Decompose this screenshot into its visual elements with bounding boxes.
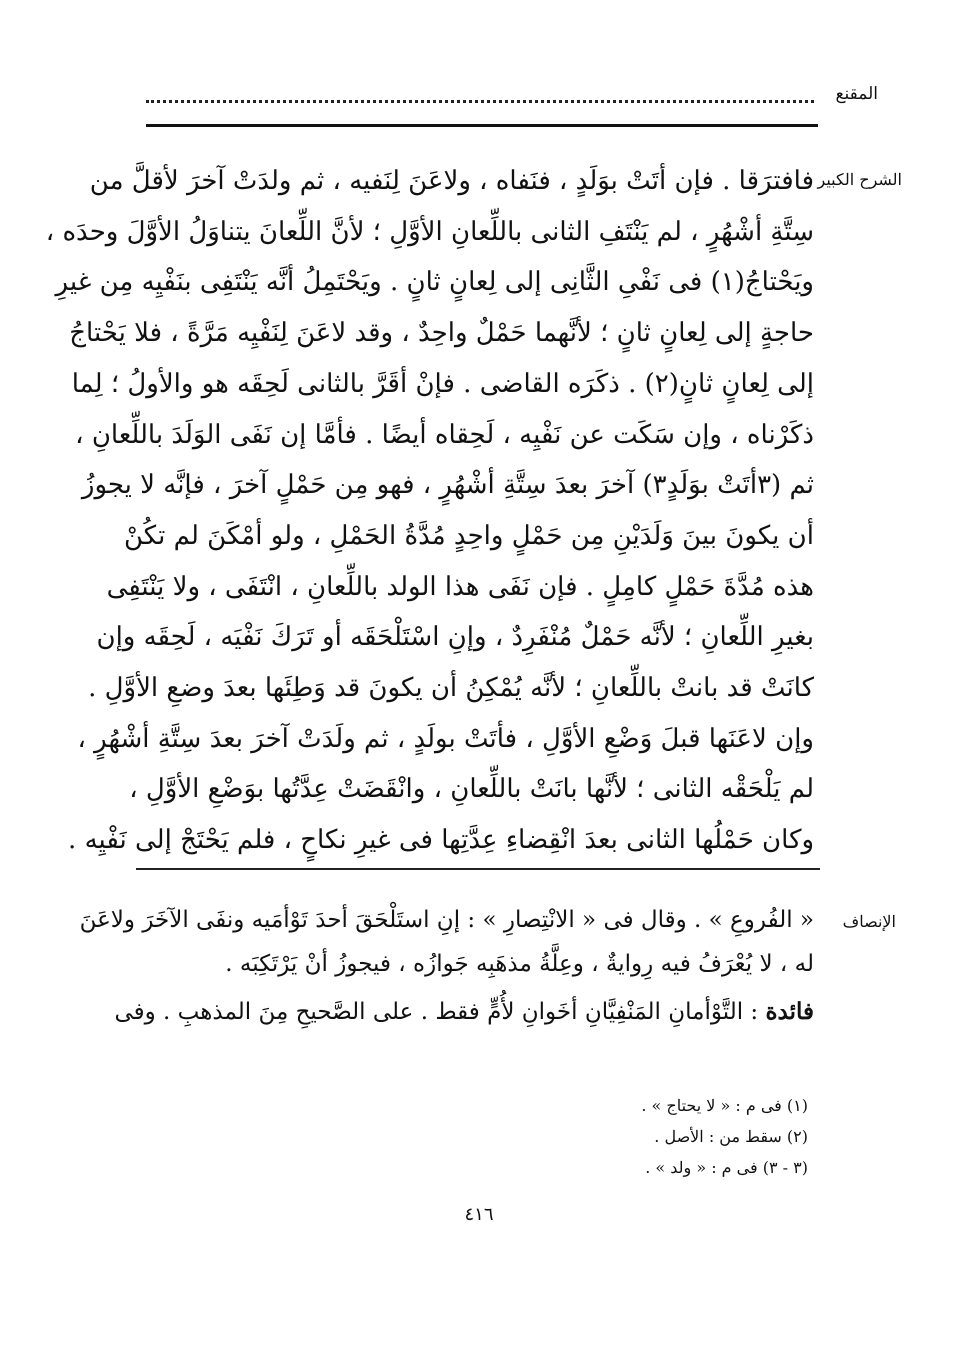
sharh-line: حاجةٍ إلى لِعانٍ ثانٍ ؛ لأنَّهما حَمْلٌ واحِدٌ ، وقد لاعَنَ لِنَفْيِه مَرَّةً ، فلا يَحْتاجُ (69, 318, 814, 349)
sharh-line: فافترَقا . فإن أتَتْ بوَلَدٍ ، فنَفاه ، ولاعَنَ لِنَفيه ، ثم ولدَتْ آخرَ لأقلَّ من (89, 166, 814, 196)
running-title: المقنع (835, 84, 878, 104)
sharh-line: ثم (٣أتَتْ بوَلَدٍ٣) آخرَ بعدَ سِتَّةِ أشْهُرٍ ، فهو مِن حَمْلٍ آخرَ ، فإنَّه لا يجوزُ (81, 470, 814, 501)
sharh-line: وكان حَمْلُها الثانى بعدَ انْقِضاءِ عِدَّتِها فى غيرِ نكاحٍ ، فلم يَحْتَجْ إلى نَفْيِه . (68, 825, 814, 856)
sharh-line: إلى لِعانٍ ثانٍ(٢) . ذكَرَه القاضى . فإنْ أقَرَّ بالثانى لَحِقَه هو والأولُ ؛ لِما (71, 368, 814, 399)
footnote: (٣ - ٣) فى م : « ولد » . (645, 1158, 808, 1177)
footnotes (641, 1090, 808, 1183)
sharh-line: سِتَّةِ أشْهُرٍ ، لم يَنْتَفِ الثانى باللِّعانِ الأوَّلِ ؛ لأنَّ اللِّعانَ يتناوَلُ الأوَّلَ وحدَه ، (45, 216, 814, 247)
sharh-line: كانَتْ قد بانتْ باللِّعانِ ؛ لأنَّه يُمْكِنُ أن يكونَ قد وَطِئَها بعدَ وضعِ الأوَّلِ . (88, 673, 814, 704)
footnote: (٢) سقط من : الأصل . (654, 1127, 808, 1146)
insaf-text-block (79, 898, 814, 1034)
sharh-line: بغيرِ اللِّعانِ ؛ لأنَّه حَمْلٌ مُنْفَرِدٌ ، وإنِ اسْتَلْحَقَه أو تَرَكَ نَفْيَه ، لَحِقَه وإن (96, 622, 814, 653)
section-divider-rule (136, 868, 820, 870)
header-rule (146, 124, 818, 127)
sharh-line: هذه مُدَّةَ حَمْلٍ كامِلٍ . فإن نَفَى هذا الولد باللِّعانِ ، انْتَفَى ، ولا يَنْتَفِى (106, 571, 814, 602)
sharh-section-label: الشرح الكبير (817, 170, 902, 189)
sharh-line: ذكَرْناه ، وإن سَكَت عن نَفْيِه ، لَحِقاه أيضًا . فأمَّا إن نَفَى الوَلَدَ باللِّعانِ ، (75, 419, 814, 450)
header-dotted-leader (146, 86, 814, 103)
insaf-line: له ، لا يُعْرَفُ فيه رِوايةٌ ، وعِلَّةُ مذهَبِه جَوازُه ، فيجوزُ أنْ يَرْتَكِبَه . (225, 951, 814, 977)
sharh-line: وإن لاعَنَها قبلَ وَضْعِ الأوَّلِ ، فأتَتْ بولَدٍ ، ثم ولَدَتْ آخرَ بعدَ سِتَّةِ أشْهُرٍ ، (77, 723, 814, 754)
benefit-text: : التَّوْأمانِ المَنْفِيَّانِ أخَوانِ لأُمٍّ فقط . على الصَّحيحِ مِنَ المذهبِ . وفى (114, 999, 766, 1025)
footnote: (١) فى م : « لا يحتاج » . (641, 1096, 808, 1115)
sharh-line: أن يكونَ بينَ وَلَدَيْنِ مِن حَمْلٍ واحِدٍ مُدَّةُ الحَمْلِ ، ولو أمْكَنَ لم تكُنْ (124, 520, 814, 551)
insaf-section-label: الإنصاف (842, 912, 896, 931)
sharh-line: لم يَلْحَقْه الثانى ؛ لأنَّها بانَتْ باللِّعانِ ، وانْقَضَتْ عِدَّتُها بوَضْعِ الأوَّلِ ، (129, 774, 814, 805)
sharh-line: ويَحْتاجُ(١) فى نَفْىِ الثَّانِى إلى لِعانٍ ثانٍ . ويَحْتَمِلُ أنَّه يَنْتَفِى بنَفْيِه مِن غيرِ (55, 267, 814, 298)
page-number: ٤١٦ (464, 1204, 494, 1225)
insaf-benefit-line (114, 990, 814, 1034)
insaf-line: « الفُروعِ » . وقال فى « الانْتِصارِ » : إنِ استَلْحَقَ أحدَ تَوْأمَيه ونفَى الآخَرَ ولاعَنَ (79, 907, 814, 933)
sharh-text-block (45, 156, 814, 866)
benefit-heading: فائدة (765, 998, 814, 1025)
